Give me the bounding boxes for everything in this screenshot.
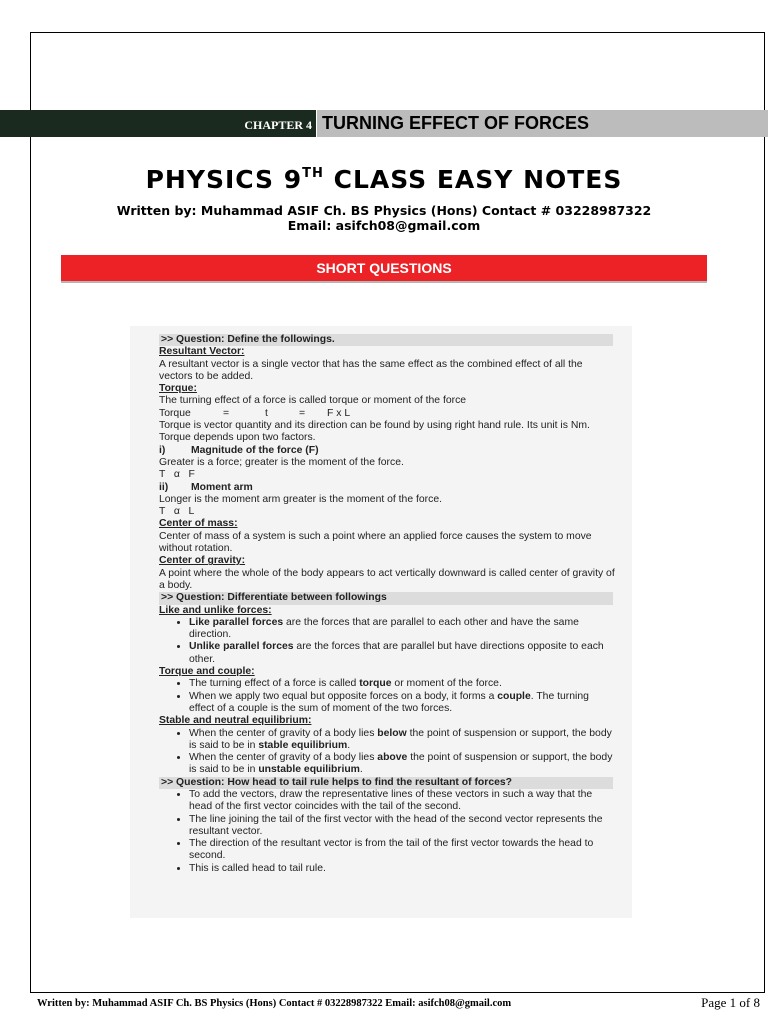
page-number: Page 1 of 8 [701,995,760,1010]
bullet-list [159,678,616,715]
chapter-title: TURNING EFFECT OF FORCES [322,113,589,133]
term-heading: Center of mass: [159,518,238,530]
bullet-list [159,617,616,666]
equation-part: Torque [159,407,191,419]
chapter-header [0,110,768,137]
list-item: • The turning effect of a force is called torque or moment of the force. [189,678,616,690]
definition-text: Torque is vector quantity and its direction can be found by using right hand rule. Its unit is Nm. Torque depends upon two factors. [159,420,590,444]
author-line: Written by: Muhammad ASIF Ch. BS Physics (Hons) Contact # 03228987322 [116,203,652,218]
term-heading: Stable and neutral equilibrium: [159,715,312,727]
notes-content [130,326,632,918]
equation-part: t [265,407,268,419]
list-item: • To add the vectors, draw the representative lines of these vectors in such a way that the head of the first vector coincides with the tail of the second. [189,789,616,814]
chapter-title-box [317,110,768,137]
proportionality: T α F [159,469,195,481]
title-superscript: TH [302,166,324,181]
list-item: • This is called head to tail rule. [189,863,616,875]
definition-text: Greater is a force; greater is the moment of the force. [159,456,404,468]
question-heading: >> Question: Define the followings. [159,334,613,346]
list-item: • The direction of the resultant vector is from the tail of the first vector towards the head to second. [189,838,616,863]
term-heading: Torque and couple: [159,666,255,678]
list-item: • When the center of gravity of a body lies below the point of suspension or support, the body is said to be in stable equilibrium. [189,728,616,753]
proportionality: T α L [159,506,195,518]
chapter-label: CHAPTER 4 [244,118,312,132]
equation-part: = [223,407,230,419]
definition-text: Center of mass of a system is such a point where an applied force causes the system to move without rotation. [159,530,592,555]
question-heading: >> Question: How head to tail rule helps to find the resultant of forces? [159,777,613,789]
list-item: • Like parallel forces are the forces that are parallel to each other and have the same direction. [189,617,616,642]
definition-text: The turning effect of a force is called torque or moment of the force [159,395,467,407]
section-banner-label: SHORT QUESTIONS [316,260,452,276]
list-item: • The line joining the tail of the first vector with the head of the second vector represents the resultant vector. [189,814,616,839]
term-heading: Torque: [159,383,197,395]
document-title: PHYSICS 9TH CLASS EASY NOTES [145,165,623,194]
section-banner [61,255,707,281]
factor-heading: ii) Moment arm [159,481,253,493]
term-heading: Like and unlike forces: [159,604,272,616]
definition-text: A resultant vector is a single vector that has the same effect as the combined effect of all the vectors to be added. [159,358,583,382]
torque-equation [159,408,616,420]
equation-part: = [299,407,306,419]
equation-part: F x L [327,407,351,419]
definition-text: Longer is the moment arm greater is the moment of the force. [159,493,442,505]
author-byline [0,203,768,233]
bullet-list [159,789,616,875]
term-heading: Resultant Vector: [159,346,245,358]
chapter-label-box [0,110,316,137]
factor-heading: i) Magnitude of the force (F) [159,444,319,456]
list-item: • When we apply two equal but opposite forces on a body, it forms a couple. The turning effect of a couple is the sum of moment of the two forces. [189,691,616,716]
term-heading: Center of gravity: [159,555,246,567]
definition-text: A point where the whole of the body appears to act vertically downward is called center of gravity of a body. [159,567,615,591]
footer-text: Written by: Muhammad ASIF Ch. BS Physics (Hons) Contact # 03228987322 Email: asifch08@gmail.com [37,998,512,1009]
list-item: • Unlike parallel forces are the forces that are parallel but have directions opposite to each other. [189,641,616,666]
question-heading: >> Question: Differentiate between followings [159,592,613,604]
list-item: • When the center of gravity of a body lies above the point of suspension or support, the body is said to be in unstable equilibrium. [189,752,616,777]
author-email: Email: asifch08@gmail.com [287,218,481,233]
bullet-list [159,728,616,777]
